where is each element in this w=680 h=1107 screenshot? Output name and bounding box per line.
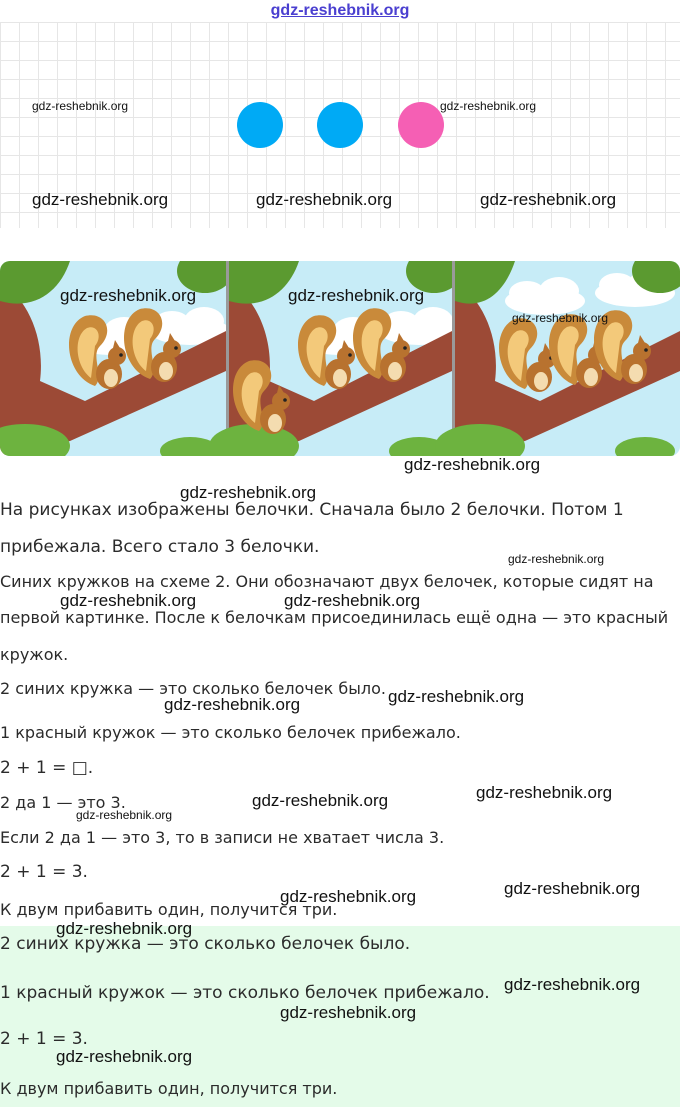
watermark: gdz-reshebnik.org bbox=[284, 591, 421, 610]
watermark: gdz-reshebnik.org bbox=[404, 455, 541, 474]
watermark: gdz-reshebnik.org bbox=[76, 808, 173, 822]
watermark: gdz-reshebnik.org bbox=[280, 1003, 417, 1022]
solution-line-5: кружок. bbox=[0, 645, 69, 664]
answer-line-2: 1 красный кружок — это сколько белочек прибежало. bbox=[0, 983, 490, 1003]
blue-circle-1 bbox=[237, 102, 283, 148]
watermark: gdz-reshebnik.org bbox=[60, 286, 197, 305]
watermark: gdz-reshebnik.org bbox=[508, 552, 605, 566]
answer-equation: 2 + 1 = 3. bbox=[0, 1029, 88, 1049]
answer-line-1: 2 синих кружка — это сколько белочек было. bbox=[0, 934, 411, 954]
watermark: gdz-reshebnik.org bbox=[60, 591, 197, 610]
solution-line-6: 2 синих кружка — это сколько белочек было. bbox=[0, 679, 387, 698]
solution-equation-blank: 2 + 1 = □. bbox=[0, 758, 94, 778]
watermark: gdz-reshebnik.org bbox=[512, 311, 609, 325]
answer-line-4: К двум прибавить один, получится три. bbox=[0, 1079, 338, 1098]
watermark: gdz-reshebnik.org bbox=[32, 99, 129, 113]
solution-line-7: 1 красный кружок — это сколько белочек прибежало. bbox=[0, 723, 461, 742]
solution-line-10: Если 2 да 1 — это 3, то в записи не хватает числа 3. bbox=[0, 828, 445, 847]
watermark: gdz-reshebnik.org bbox=[388, 687, 525, 706]
watermark: gdz-reshebnik.org bbox=[288, 286, 425, 305]
watermark: gdz-reshebnik.org bbox=[252, 791, 389, 810]
watermark: gdz-reshebnik.org bbox=[164, 695, 301, 714]
watermark: gdz-reshebnik.org bbox=[180, 483, 317, 502]
watermark: gdz-reshebnik.org bbox=[504, 879, 641, 898]
watermark: gdz-reshebnik.org bbox=[480, 190, 617, 209]
watermark: gdz-reshebnik.org bbox=[280, 887, 417, 906]
watermark: gdz-reshebnik.org bbox=[56, 919, 193, 938]
watermark: gdz-reshebnik.org bbox=[504, 975, 641, 994]
solution-line-1: На рисунках изображены белочки. Сначала было 2 белочки. Потом 1 bbox=[0, 500, 624, 520]
solution-equation: 2 + 1 = 3. bbox=[0, 862, 88, 882]
solution-line-12: К двум прибавить один, получится три. bbox=[0, 900, 338, 919]
solution-line-3: Синих кружков на схеме 2. Они обозначают двух белочек, которые сидят на bbox=[0, 572, 654, 591]
red-circle bbox=[398, 102, 444, 148]
solution-line-4: первой картинке. После к белочкам присоединилась ещё одна — это красный bbox=[0, 608, 669, 627]
solution-line-2: прибежала. Всего стало 3 белочки. bbox=[0, 537, 320, 557]
watermark: gdz-reshebnik.org bbox=[476, 783, 613, 802]
watermark: gdz-reshebnik.org bbox=[32, 190, 169, 209]
solution-line-9: 2 да 1 — это 3. bbox=[0, 793, 126, 812]
watermark: gdz-reshebnik.org bbox=[440, 99, 537, 113]
watermark: gdz-reshebnik.org bbox=[256, 190, 393, 209]
site-link[interactable]: gdz-reshebnik.org bbox=[270, 2, 410, 19]
watermark: gdz-reshebnik.org bbox=[56, 1047, 193, 1066]
blue-circle-2 bbox=[317, 102, 363, 148]
